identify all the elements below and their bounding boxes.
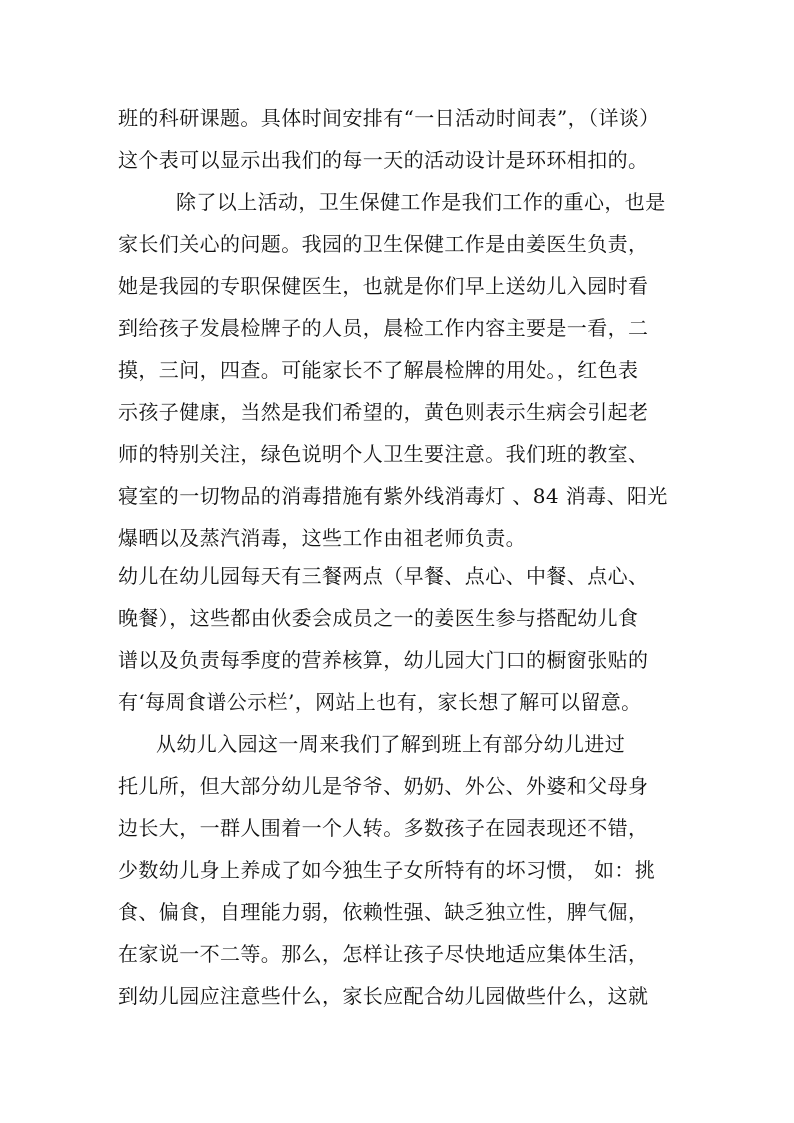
text-line: 师的特别关注，绿色说明个人卫生要注意。我们班的教室、 [118, 442, 649, 466]
text-line: 食、偏食，自理能力弱，依赖性强、缺乏独立性，脾气倔， [118, 900, 649, 924]
text-line: 少数幼儿身上养成了如今独生子女所特有的坏习惯， 如：挑 [118, 858, 656, 882]
text-line: 除了以上活动，卫生保健工作是我们工作的重心，也是 [176, 190, 666, 214]
text-line: 她是我园的专职保健医生，也就是你们早上送幼儿入园时看 [118, 274, 649, 298]
text-line: 摸，三问，四查。可能家长不了解晨检牌的用处。，红色表 [118, 358, 639, 382]
text-line: 托儿所，但大部分幼儿是爷爷、奶奶、外公、外婆和父母身 [118, 774, 649, 798]
text-line: 家长们关心的问题。我园的卫生保健工作是由姜医生负责， [118, 232, 649, 256]
text-line: 爆晒以及蒸汽消毒，这些工作由祖老师负责。 [118, 526, 526, 550]
text-line: 边长大，一群人围着一个人转。多数孩子在园表现还不错， [118, 816, 649, 840]
text-line: 有‘每周食谱公示栏’，网站上也有，家长想了解可以留意。 [118, 690, 642, 714]
text-line: 示孩子健康，当然是我们希望的，黄色则表示生病会引起老 [118, 400, 649, 424]
text-line: 谱以及负责每季度的营养核算，幼儿园大门口的橱窗张贴的 [118, 648, 649, 672]
text-line: 幼儿在幼儿园每天有三餐两点（早餐、点心、中餐、点心、 [118, 564, 649, 588]
text-line: 寝室的一切物品的消毒措施有紫外线消毒灯 、84 消毒、阳光 [118, 484, 668, 508]
text-line: 从幼儿入园这一周来我们了解到班上有部分幼儿进过 [156, 732, 626, 756]
text-line: 到幼儿园应注意些什么，家长应配合幼儿园做些什么，这就 [118, 984, 649, 1008]
text-line: 晚餐），这些都由伙委会成员之一的姜医生参与搭配幼儿食 [118, 606, 639, 630]
text-line: 在家说一不二等。那么，怎样让孩子尽快地适应集体生活， [118, 942, 649, 966]
text-line: 班的科研课题。具体时间安排有“一日活动时间表”，（详谈） [118, 106, 660, 130]
text-line: 这个表可以显示出我们的每一天的活动设计是环环相扣的。 [118, 148, 649, 172]
text-line: 到给孩子发晨检牌子的人员，晨检工作内容主要是一看，二 [118, 316, 649, 340]
